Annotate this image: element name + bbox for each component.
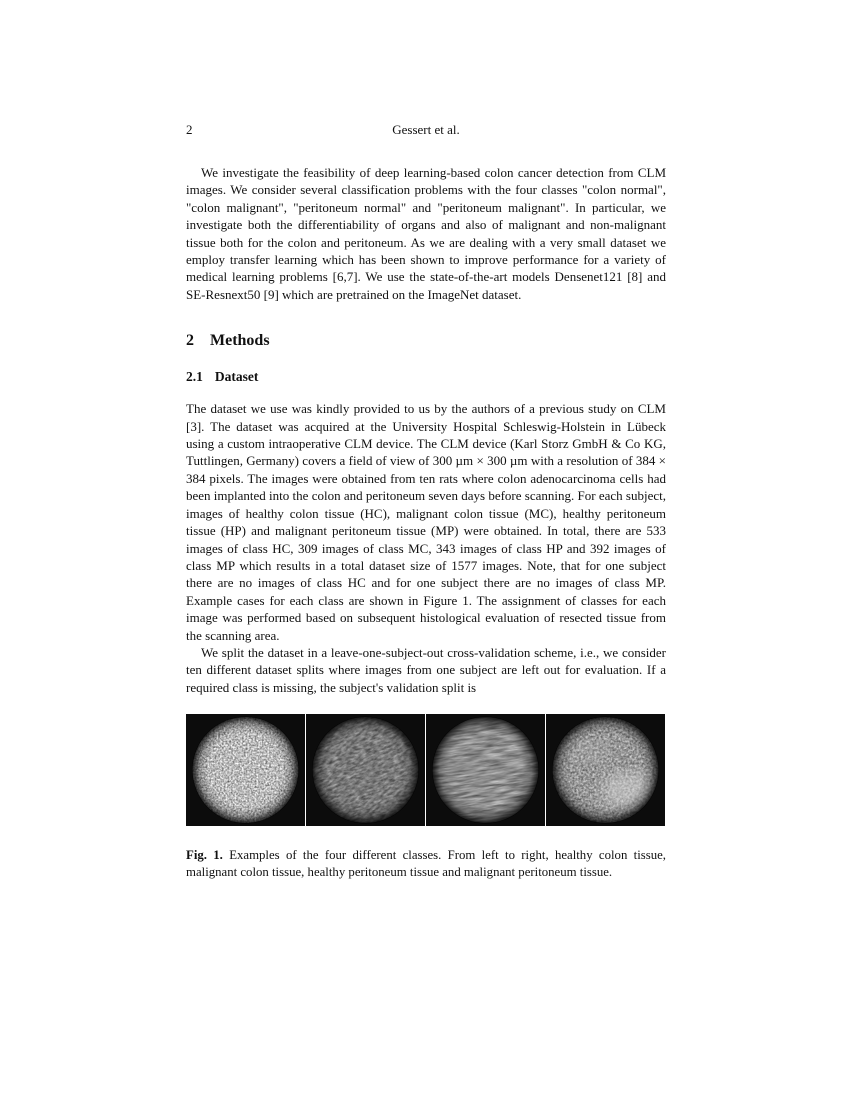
section-number: 2 — [186, 332, 194, 350]
figure1-panel-malignant-colon-image — [306, 714, 425, 826]
figure1-panel-healthy-peritoneum-image — [426, 714, 545, 826]
page-number: 2 — [186, 122, 193, 137]
figure-1 — [186, 714, 665, 826]
figure1-panel-malignant-peritoneum-image — [546, 714, 665, 826]
microscopy-image-malignant-colon — [306, 714, 425, 826]
microscopy-image-healthy-colon — [186, 714, 305, 826]
running-head — [186, 122, 666, 139]
section-heading-methods — [186, 332, 666, 350]
microscopy-image-malignant-peritoneum — [546, 714, 665, 826]
subsection-title: Dataset — [214, 369, 259, 385]
figure-caption-label: Fig. 1. — [186, 848, 223, 863]
subsection-number: 2.1 — [186, 369, 203, 385]
paragraph-dataset: The dataset we use was kindly provided to us by the authors of a previous study on CLM [3]. The dataset was acquired at the University Hospital Schleswig-Holstein in Lübeck using a custom intraoperative CLM device. The CLM device (Karl Storz GmbH & Co KG, Tuttlingen, Germany) covers a field of view of 300 µm × 300 µm with a resolution of 384 × 384 pixels. The images were obtained from ten rats where colon adenocarcinoma cells had been implanted into the colon and peritoneum seven days before scanning. For each subject, images of healthy colon tissue (HC), malignant colon tissue (MC), healthy peritoneum tissue (HP) and malignant peritoneum tissue (MP) were obtained. In total, there are 533 images of class HC, 309 images of class MC, 343 images of class HP and 392 images of class MP which results in a total dataset size of 1577 images. Note, that for one subject there are no images of class HC and for one subject there are no images of class MP. Example cases for each class are shown in Figure 1. The assignment of classes for each image was performed based on subsequent histological evaluation of resected tissue from the scanning area. — [186, 401, 666, 643]
figure1-panel-healthy-colon-image — [186, 714, 305, 826]
figure-caption — [186, 847, 666, 881]
section-title: Methods — [210, 332, 270, 350]
paragraph-split: We split the dataset in a leave-one-subject-out cross-validation scheme, i.e., we consider ten different dataset splits where images from one subject are left out for evaluation. If a required class is missing, the subject's validation split is — [186, 644, 666, 695]
text-column — [186, 122, 666, 881]
running-head-title: Gessert et al. — [392, 122, 460, 137]
microscopy-image-healthy-peritoneum — [426, 714, 545, 826]
figure-caption-text: Examples of the four different classes. From left to right, healthy colon tissue, malignant colon tissue, healthy peritoneum tissue and malignant peritoneum tissue. — [186, 848, 666, 879]
paragraph-intro: We investigate the feasibility of deep learning-based colon cancer detection from CLM images. We consider several classification problems with the four classes "colon normal", "colon malignant", "peritoneum normal" and "peritoneum malignant". In particular, we investigate both the differentiability of organs and also of malignant and non-malignant tissue both for the colon and peritoneum. As we are dealing with a very small dataset we employ transfer learning which has been shown to improve performance for a variety of medical learning problems [6,7]. We use the state-of-the-art models Densenet121 [8] and SE-Resnext50 [9] which are pretrained on the ImageNet dataset. — [186, 165, 666, 302]
subsection-heading-dataset — [186, 369, 666, 385]
